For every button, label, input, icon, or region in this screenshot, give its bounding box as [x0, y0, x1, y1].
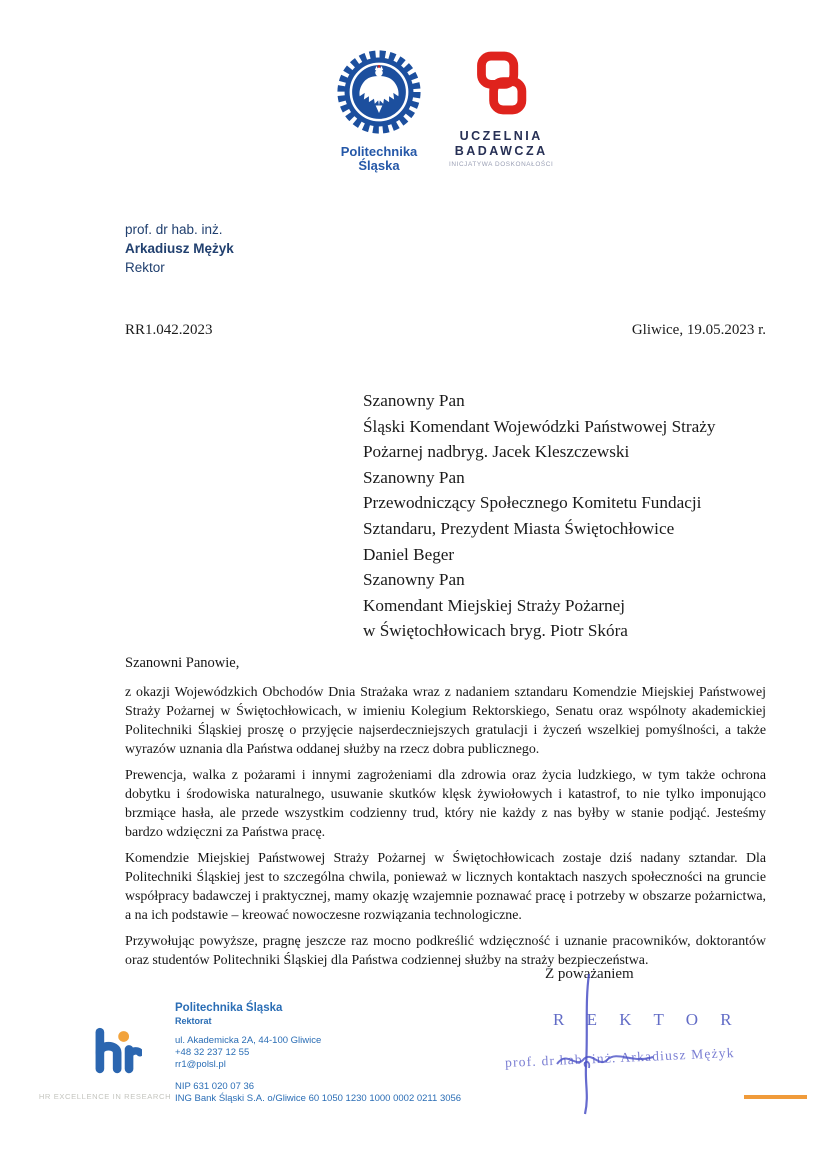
footer-phone: +48 32 237 12 55 [175, 1047, 250, 1058]
uczelnia-badawcza-logo [449, 50, 553, 168]
politechnika-gear-eagle-icon [337, 50, 421, 139]
salutation: Szanowni Panowie, [125, 655, 240, 671]
rektor-stamp-title: R E K T O R [553, 1010, 741, 1029]
footer-accent-bar [744, 1095, 807, 1099]
footer-address: ul. Akademicka 2A, 44-100 Gliwice [175, 1035, 322, 1046]
recipients-block [363, 388, 716, 644]
reference-number: RR1.042.2023 [125, 322, 213, 338]
recipient-line: Szanowny Pan [363, 391, 465, 410]
recipient-line: Daniel Beger [363, 544, 455, 564]
footer-organization: Politechnika Śląska [175, 1002, 283, 1014]
footer-nip: NIP 631 020 07 36 [175, 1081, 255, 1092]
letterhead [337, 50, 553, 173]
footer-department: Rektorat [175, 1016, 212, 1026]
uczelnia-badawcza-ribbon-icon [469, 50, 533, 121]
reference-row [125, 322, 766, 339]
place-and-date: Gliwice, 19.05.2023 r. [631, 322, 766, 338]
recipient-line: Sztandaru, Prezydent Miasta Świętochłowice [363, 518, 675, 538]
politechnika-slaska-logo [337, 50, 421, 173]
recipient-line: Śląski Komendant Wojewódzki Państwowej Straży [363, 416, 716, 436]
body-paragraph: Przywołując powyższe, pragnę jeszcze raz mocno podkreślić wdzięczność i uznanie pracowników, doktorantów oraz studentów Politechniki Śląskiej dla Państwa codziennej służby na straży bezpieczeństwa. [125, 934, 766, 968]
recipient-line: w Świętochłowicach bryg. Piotr Skóra [363, 621, 628, 641]
hr-excellence-icon [88, 1026, 142, 1093]
politechnika-logo-text [341, 145, 418, 173]
recipient-line: Szanowny Pan [363, 467, 465, 487]
politechnika-logo-line1: Politechnika [340, 144, 418, 159]
closing-phrase: Z poważaniem [545, 966, 634, 982]
uczelnia-badawcza-title [455, 129, 548, 159]
letter-body [125, 683, 766, 977]
uczelnia-badawcza-line2: BADAWCZA [454, 144, 548, 158]
body-paragraph: Prewencja, walka z pożarami i innymi zagrożeniami dla zdrowia oraz życia ludzkiego, w tym także ochrona dobytku i środowiska naturalnego, usuwanie skutków klęsk żywiołowych i katastrof, to nie tylko imponująco brzmiące hasła, ale przede wszystkim codzienny trud, który nie każdy z nas byłby w stanie podjąć. Jesteśmy bardzo wdzięczni za Państwa pracę. [125, 768, 766, 840]
footer-bank-account: ING Bank Śląski S.A. o/Gliwice 60 1050 1230 1000 0002 0211 3056 [175, 1093, 462, 1104]
sender-name: Arkadiusz Mężyk [125, 241, 234, 256]
politechnika-logo-line2: Śląska [358, 158, 400, 173]
handwritten-signature [545, 972, 690, 1122]
sender-block [125, 220, 234, 277]
recipient-line: Komendant Miejskiej Straży Pożarnej [363, 595, 626, 615]
uczelnia-badawcza-line1: UCZELNIA [459, 129, 543, 143]
rektor-stamp-name: prof. dr hab. inż. Arkadiusz Mężyk [504, 1044, 735, 1071]
recipient-line: Przewodniczący Społecznego Komitetu Fundacji [363, 493, 702, 513]
footer-email: rr1@polsl.pl [175, 1059, 226, 1070]
body-paragraph: Komendzie Miejskiej Państwowej Straży Pożarnej w Świętochłowicach zostaje dziś nadany sztandar. Dla Politechniki Śląskiej jest to szczególna chwila, ponieważ w licznych kontaktach naszych społeczności na gruncie współpracy badawczej i praktycznej, mamy okazję wzajemnie poznawać pracę i potrzeby w obszarze pożarnictwa, a na ich podstawie – kreować nowoczesne rozwiązania technologiczne. [125, 851, 766, 923]
uczelnia-badawcza-tagline: INICJATYWA DOSKONAŁOŚCI [449, 161, 554, 168]
sender-position: Rektor [125, 260, 165, 275]
recipient-line: Szanowny Pan [363, 570, 465, 590]
hr-excellence-label: HR EXCELLENCE IN RESEARCH [38, 1092, 172, 1101]
recipient-line: Pożarnej nadbryg. Jacek Kleszczewski [363, 442, 630, 462]
sender-title: prof. dr hab. inż. [125, 222, 223, 237]
footer-contact-block [175, 1001, 461, 1105]
body-paragraph: z okazji Wojewódzkich Obchodów Dnia Strażaka wraz z nadaniem sztandaru Komendzie Miejskiej Państwowej Straży Pożarnej w Świętochłowicach, w imieniu Kolegium Rektorskiego, Senatu oraz wspólnoty akademickiej Politechniki Śląskiej proszę o przyjęcie najserdeczniejszych gratulacji i życzeń wszelkiej pomyślności, a także wyrazów uznania dla Państwa oddanej służby na rzecz dobra publicznego. [125, 685, 766, 757]
